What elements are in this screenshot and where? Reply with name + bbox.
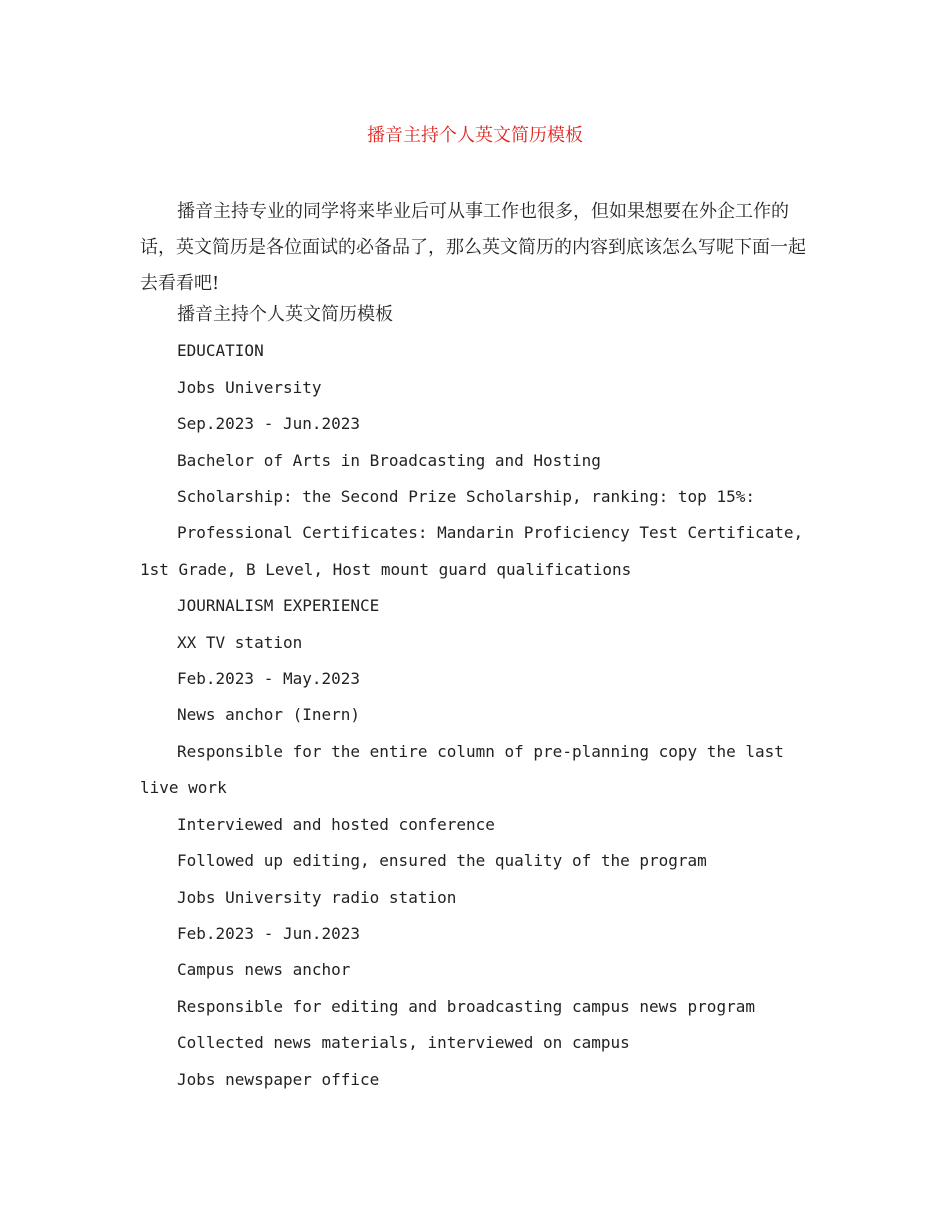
experience-employer: XX TV station — [177, 632, 303, 652]
document-title: 播音主持个人英文简历模板 — [367, 125, 583, 146]
resume-heading: 播音主持个人英文简历模板 — [177, 304, 393, 325]
experience-dates: Feb.2023 - May.2023 — [177, 669, 361, 689]
experience-role: News anchor (Inern) — [177, 705, 361, 725]
education-scholarship: Scholarship: the Second Prize Scholarship, ranking: top 15%: — [177, 487, 755, 507]
experience-duty: Followed up editing, ensured the quality of the program — [177, 851, 707, 871]
experience-duty: Collected news materials, interviewed on campus — [177, 1033, 630, 1053]
experience-employer: Jobs University radio station — [177, 887, 457, 907]
intro-paragraph: 播音主持专业的同学将来毕业后可从事工作也很多，但如果想要在外企工作的话，英文简历是各位面试的必备品了，那么英文简历的内容到底该怎么写呢下面一起去看看吧! — [140, 201, 806, 294]
resume-body — [140, 297, 830, 1098]
section-heading-education: EDUCATION — [177, 341, 264, 361]
education-school: Jobs University — [177, 377, 322, 397]
education-dates: Sep.2023 - Jun.2023 — [177, 414, 361, 434]
education-certificates: Professional Certificates: Mandarin Proficiency Test Certificate, 1st Grade, B Level, Host mount guard qualifications — [140, 523, 813, 579]
experience-dates: Feb.2023 - Jun.2023 — [177, 923, 361, 943]
experience-duty: Responsible for the entire column of pre-planning copy the last live work — [140, 741, 794, 798]
section-heading-journalism: JOURNALISM EXPERIENCE — [177, 596, 380, 616]
experience-employer: Jobs newspaper office — [177, 1069, 380, 1089]
experience-duty: Responsible for editing and broadcasting campus news program — [177, 996, 755, 1016]
experience-duty: Interviewed and hosted conference — [177, 814, 495, 834]
experience-role: Campus news anchor — [177, 960, 351, 980]
education-degree: Bachelor of Arts in Broadcasting and Hosting — [177, 450, 601, 470]
